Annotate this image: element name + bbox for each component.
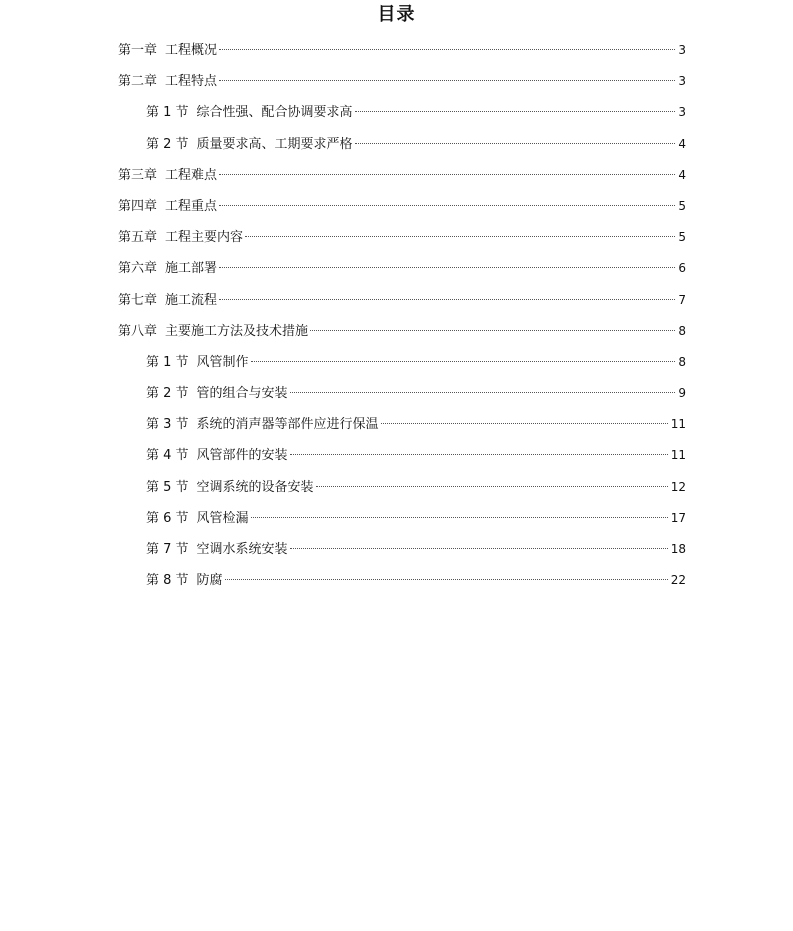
toc-entry-page: 5 [678,198,686,213]
toc-entry-title: 工程概况 [165,43,218,58]
toc-entry-label [146,509,249,529]
toc-entry-label [146,446,288,466]
toc-entry-page: 3 [678,105,686,120]
toc-entry-chapter-2-section-1[interactable] [118,102,686,133]
toc-entry-chapter-8[interactable] [118,321,686,352]
toc-entry-chapter-8-section-7[interactable] [118,539,686,570]
toc-entry-number: 第 5 节 [146,479,189,495]
toc-entry-chapter-5[interactable] [118,227,686,258]
toc-entry-title: 防腐 [196,573,223,589]
toc-entry-label [146,540,288,560]
toc-entry-label [146,478,314,498]
toc-entry-title: 主要施工方法及技术措施 [165,323,309,339]
toc-entry-number: 第 1 节 [146,354,189,370]
toc-entry-title: 系统的消声器等部件应进行保温 [196,417,379,433]
dot-leader [355,111,676,112]
dot-leader [381,423,668,424]
toc-entry-title: 空调水系统安装 [196,542,288,557]
toc-entry-title: 风管制作 [196,354,249,370]
toc-entry-number: 第 8 节 [146,573,189,589]
toc-entry-page: 4 [678,167,686,182]
toc-entry-title: 施工部署 [165,261,218,277]
toc-entry-label [118,322,308,342]
toc-entry-label [118,259,217,279]
toc-entry-number: 第四章 [118,198,158,214]
toc-entry-chapter-8-section-5[interactable] [118,477,686,508]
toc-entry-number: 第 2 节 [146,136,189,152]
dot-leader [355,143,676,144]
toc-entry-page: 3 [678,43,686,57]
dot-leader [290,392,676,393]
toc-entry-number: 第七章 [118,292,158,308]
toc-entry-label [146,571,223,591]
table-of-contents [118,40,686,601]
toc-entry-title: 工程特点 [165,74,218,90]
dot-leader [219,205,675,206]
toc-entry-number: 第 2 节 [146,386,189,402]
toc-entry-page: 3 [678,74,686,89]
toc-entry-label [118,228,243,248]
dot-leader [251,361,676,362]
toc-entry-label [118,41,217,61]
toc-entry-page: 22 [670,573,686,588]
toc-entry-number: 第五章 [118,230,158,246]
toc-entry-chapter-1[interactable] [118,40,686,71]
toc-entry-number: 第 3 节 [146,417,189,433]
toc-entry-label [118,72,217,92]
dot-leader [316,486,668,487]
toc-entry-number: 第一章 [118,43,158,58]
toc-entry-page: 9 [678,386,686,401]
toc-entry-label [118,197,217,217]
toc-entry-label [118,166,217,186]
toc-entry-chapter-2[interactable] [118,71,686,102]
toc-entry-page: 18 [670,542,686,556]
toc-entry-chapter-8-section-2[interactable] [118,383,686,414]
toc-entry-chapter-8-section-3[interactable] [118,414,686,445]
toc-entry-title: 风管检漏 [196,510,249,526]
toc-entry-chapter-8-section-1[interactable] [118,352,686,383]
toc-entry-number: 第八章 [118,323,158,339]
toc-entry-number: 第 6 节 [146,510,189,526]
dot-leader [219,299,675,300]
toc-entry-page: 17 [670,510,686,525]
toc-entry-page: 8 [678,323,686,338]
dot-leader [219,267,675,268]
toc-entry-title: 工程难点 [165,167,218,183]
toc-entry-chapter-6[interactable] [118,258,686,289]
toc-entry-title: 施工流程 [165,292,218,308]
toc-entry-chapter-8-section-8[interactable] [118,570,686,601]
dot-leader [219,49,675,50]
toc-entry-title: 工程重点 [165,198,218,214]
dot-leader [219,174,675,175]
dot-leader [245,236,675,237]
toc-entry-number: 第 1 节 [146,105,189,121]
toc-entry-number: 第三章 [118,167,158,183]
toc-entry-chapter-8-section-4[interactable] [118,445,686,476]
dot-leader [219,80,675,81]
page-title: 目录 [377,4,416,25]
toc-entry-number: 第 7 节 [146,542,189,557]
dot-leader [251,517,668,518]
toc-entry-number: 第二章 [118,74,158,90]
toc-entry-chapter-8-section-6[interactable] [118,508,686,539]
toc-entry-label [146,384,288,404]
toc-entry-page: 12 [670,479,686,494]
toc-entry-chapter-3[interactable] [118,165,686,196]
toc-entry-label [118,291,217,311]
toc-entry-label [146,103,353,123]
toc-entry-page: 5 [678,230,686,245]
dot-leader [310,330,675,331]
toc-entry-label [146,415,379,435]
toc-entry-page: 7 [678,292,686,307]
toc-entry-number: 第 4 节 [146,448,189,464]
toc-entry-label [146,135,353,155]
toc-entry-title: 工程主要内容 [165,230,244,246]
toc-entry-number: 第六章 [118,261,158,277]
dot-leader [290,548,668,549]
toc-entry-chapter-4[interactable] [118,196,686,227]
toc-entry-page: 8 [678,354,686,369]
dot-leader [290,454,668,455]
toc-entry-title: 空调系统的设备安装 [196,479,314,495]
dot-leader [225,579,668,580]
toc-entry-page: 11 [670,448,686,463]
toc-entry-page: 4 [678,136,686,151]
toc-entry-title: 质量要求高、工期要求严格 [196,136,353,152]
toc-entry-title: 风管部件的安装 [196,448,288,464]
toc-entry-title: 综合性强、配合协调要求高 [196,105,353,121]
toc-entry-chapter-7[interactable] [118,290,686,321]
toc-entry-page: 6 [678,261,686,276]
toc-entry-title: 管的组合与安装 [196,386,288,402]
toc-entry-chapter-2-section-2[interactable] [118,134,686,165]
toc-entry-label [146,353,249,373]
toc-entry-page: 11 [670,417,686,432]
